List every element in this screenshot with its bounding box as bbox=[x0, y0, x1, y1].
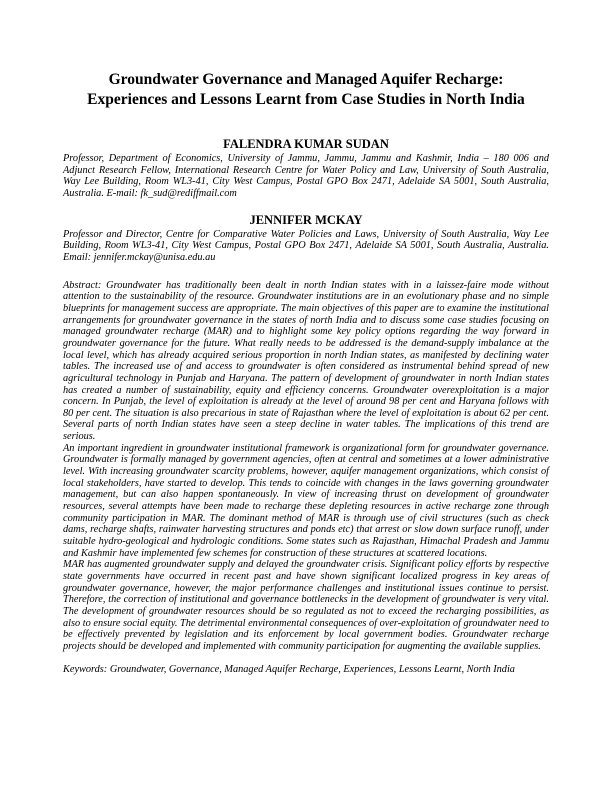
author-affiliation-second: Professor and Director, Centre for Comparative Water Policies and Laws, University of South Australia, Way Lee Building, Room WL3-41, City West Campus, Postal GPO Box 2471, Adelaide SA 5001, South Australia, Australia. Email: jennifer.mckay@unisa.edu.au bbox=[63, 228, 549, 263]
paper-title bbox=[63, 70, 549, 110]
keywords-text: Groundwater, Governance, Managed Aquifer Recharge, Experiences, Lessons Learnt, North India bbox=[109, 664, 515, 676]
abstract-paragraph-2: An important ingredient in groundwater institutional framework is organizational form for groundwater governance. Groundwater is formally managed by government agencies, often at central and sometimes at a lower administrative level. With increasing groundwater scarcity problems, however, aquifer management organizations, which consist of local stakeholders, have started to develop. This tends to coincide with changes in the laws governing groundwater management, but can also happen spontaneously. In view of increasing thrust on development of groundwater resources, several attempts have been made to recharge these depleting resources in active recharge zone through community participation in MAR. The dominant method of MAR is through use of civil structures (such as check dams, recharge shafts, rainwater harvesting structures and ponds etc) that arrest or slow down surface runoff, under suitable hydro-geological and hydrologic conditions. Some states such as Rajasthan, Himachal Pradesh and Jammu and Kashmir have implemented few schemes for construction of these structures at scattered locations. bbox=[63, 442, 549, 559]
keywords-label: Keywords: bbox=[63, 664, 108, 676]
keywords-line bbox=[63, 664, 549, 676]
author-block-second bbox=[63, 213, 549, 264]
author-name-second: JENNIFER MCKAY bbox=[249, 212, 363, 227]
author-affiliation-first: Professor, Department of Economics, University of Jammu, Jammu, Jammu and Kashmir, India – 180 006 and Adjunct Research Fellow, International Research Centre for Water Policy and Law, University of South Australia, Way Lee Building, Room WL3-41, City West Campus, Postal GPO Box 2471, Adelaide SA 5001, South Australia, Australia. E-mail: fk_sud@rediffmail.com bbox=[63, 153, 549, 199]
abstract-section bbox=[63, 280, 549, 653]
author-block-first bbox=[63, 137, 549, 200]
author-name-first: FALENDRA KUMAR SUDAN bbox=[223, 137, 389, 151]
abstract-paragraph-1-text: Groundwater has traditionally been dealt in north Indian states with in a laissez-faire mode without attention to the sustainability of the resource. Groundwater institutions are in an evolutionary phase and no simple blueprints for management success are appropriate. The main objectives of this paper are to examine the institutional arrangements for groundwater governance in the states of north India and to discuss some case studies focusing on managed groundwater recharge (MAR) and to highlight some key policy options regarding the way forward in groundwater governance for the future. What really needs to be addressed is the demand-supply imbalance at the local level, which has already acquired serious proportion in north Indian states, as manifested by declining water tables. The increased use of and access to groundwater is often considered as instrumental behind spread of new agricultural technology in Punjab and Haryana. The pattern of development of groundwater in north Indian states has created a number of sustainability, equity and efficiency concerns. Groundwater overexploitation is a major concern. In Punjab, the level of exploitation is already at the level of around 98 per cent and Haryana follows with 80 per cent. The situation is also precarious in state of Rajasthan where the level of exploitation is about 62 per cent. Several parts of north Indian states have seen a steep decline in water tables. The implications of this trend are serious. bbox=[63, 279, 549, 443]
abstract-paragraph-3: MAR has augmented groundwater supply and delayed the groundwater crisis. Significant policy efforts by respective state governments have occurred in recent past and have shown significant localized progress in key areas of groundwater governance, however, the major performance challenges and institutional issues continue to persist. Therefore, the correction of institutional and governance bottlenecks in the development of groundwater is very vital. The development of groundwater resources should be so regulated as not to exceed the recharging possibilities, as also to ensure social equity. The detrimental environmental consequences of over-exploitation of groundwater need to be effectively prevented by legislation and its enforcement by local government bodies. Groundwater recharge projects should be developed and implemented with community participation for augmenting the available supplies. bbox=[63, 559, 549, 652]
paper-title-line-2: Experiences and Lessons Learnt from Case Studies in North India bbox=[87, 91, 525, 108]
paper-title-line-1: Groundwater Governance and Managed Aquifer Recharge: bbox=[108, 71, 504, 88]
abstract-label: Abstract: bbox=[63, 279, 102, 291]
abstract-paragraph-1 bbox=[63, 280, 549, 443]
